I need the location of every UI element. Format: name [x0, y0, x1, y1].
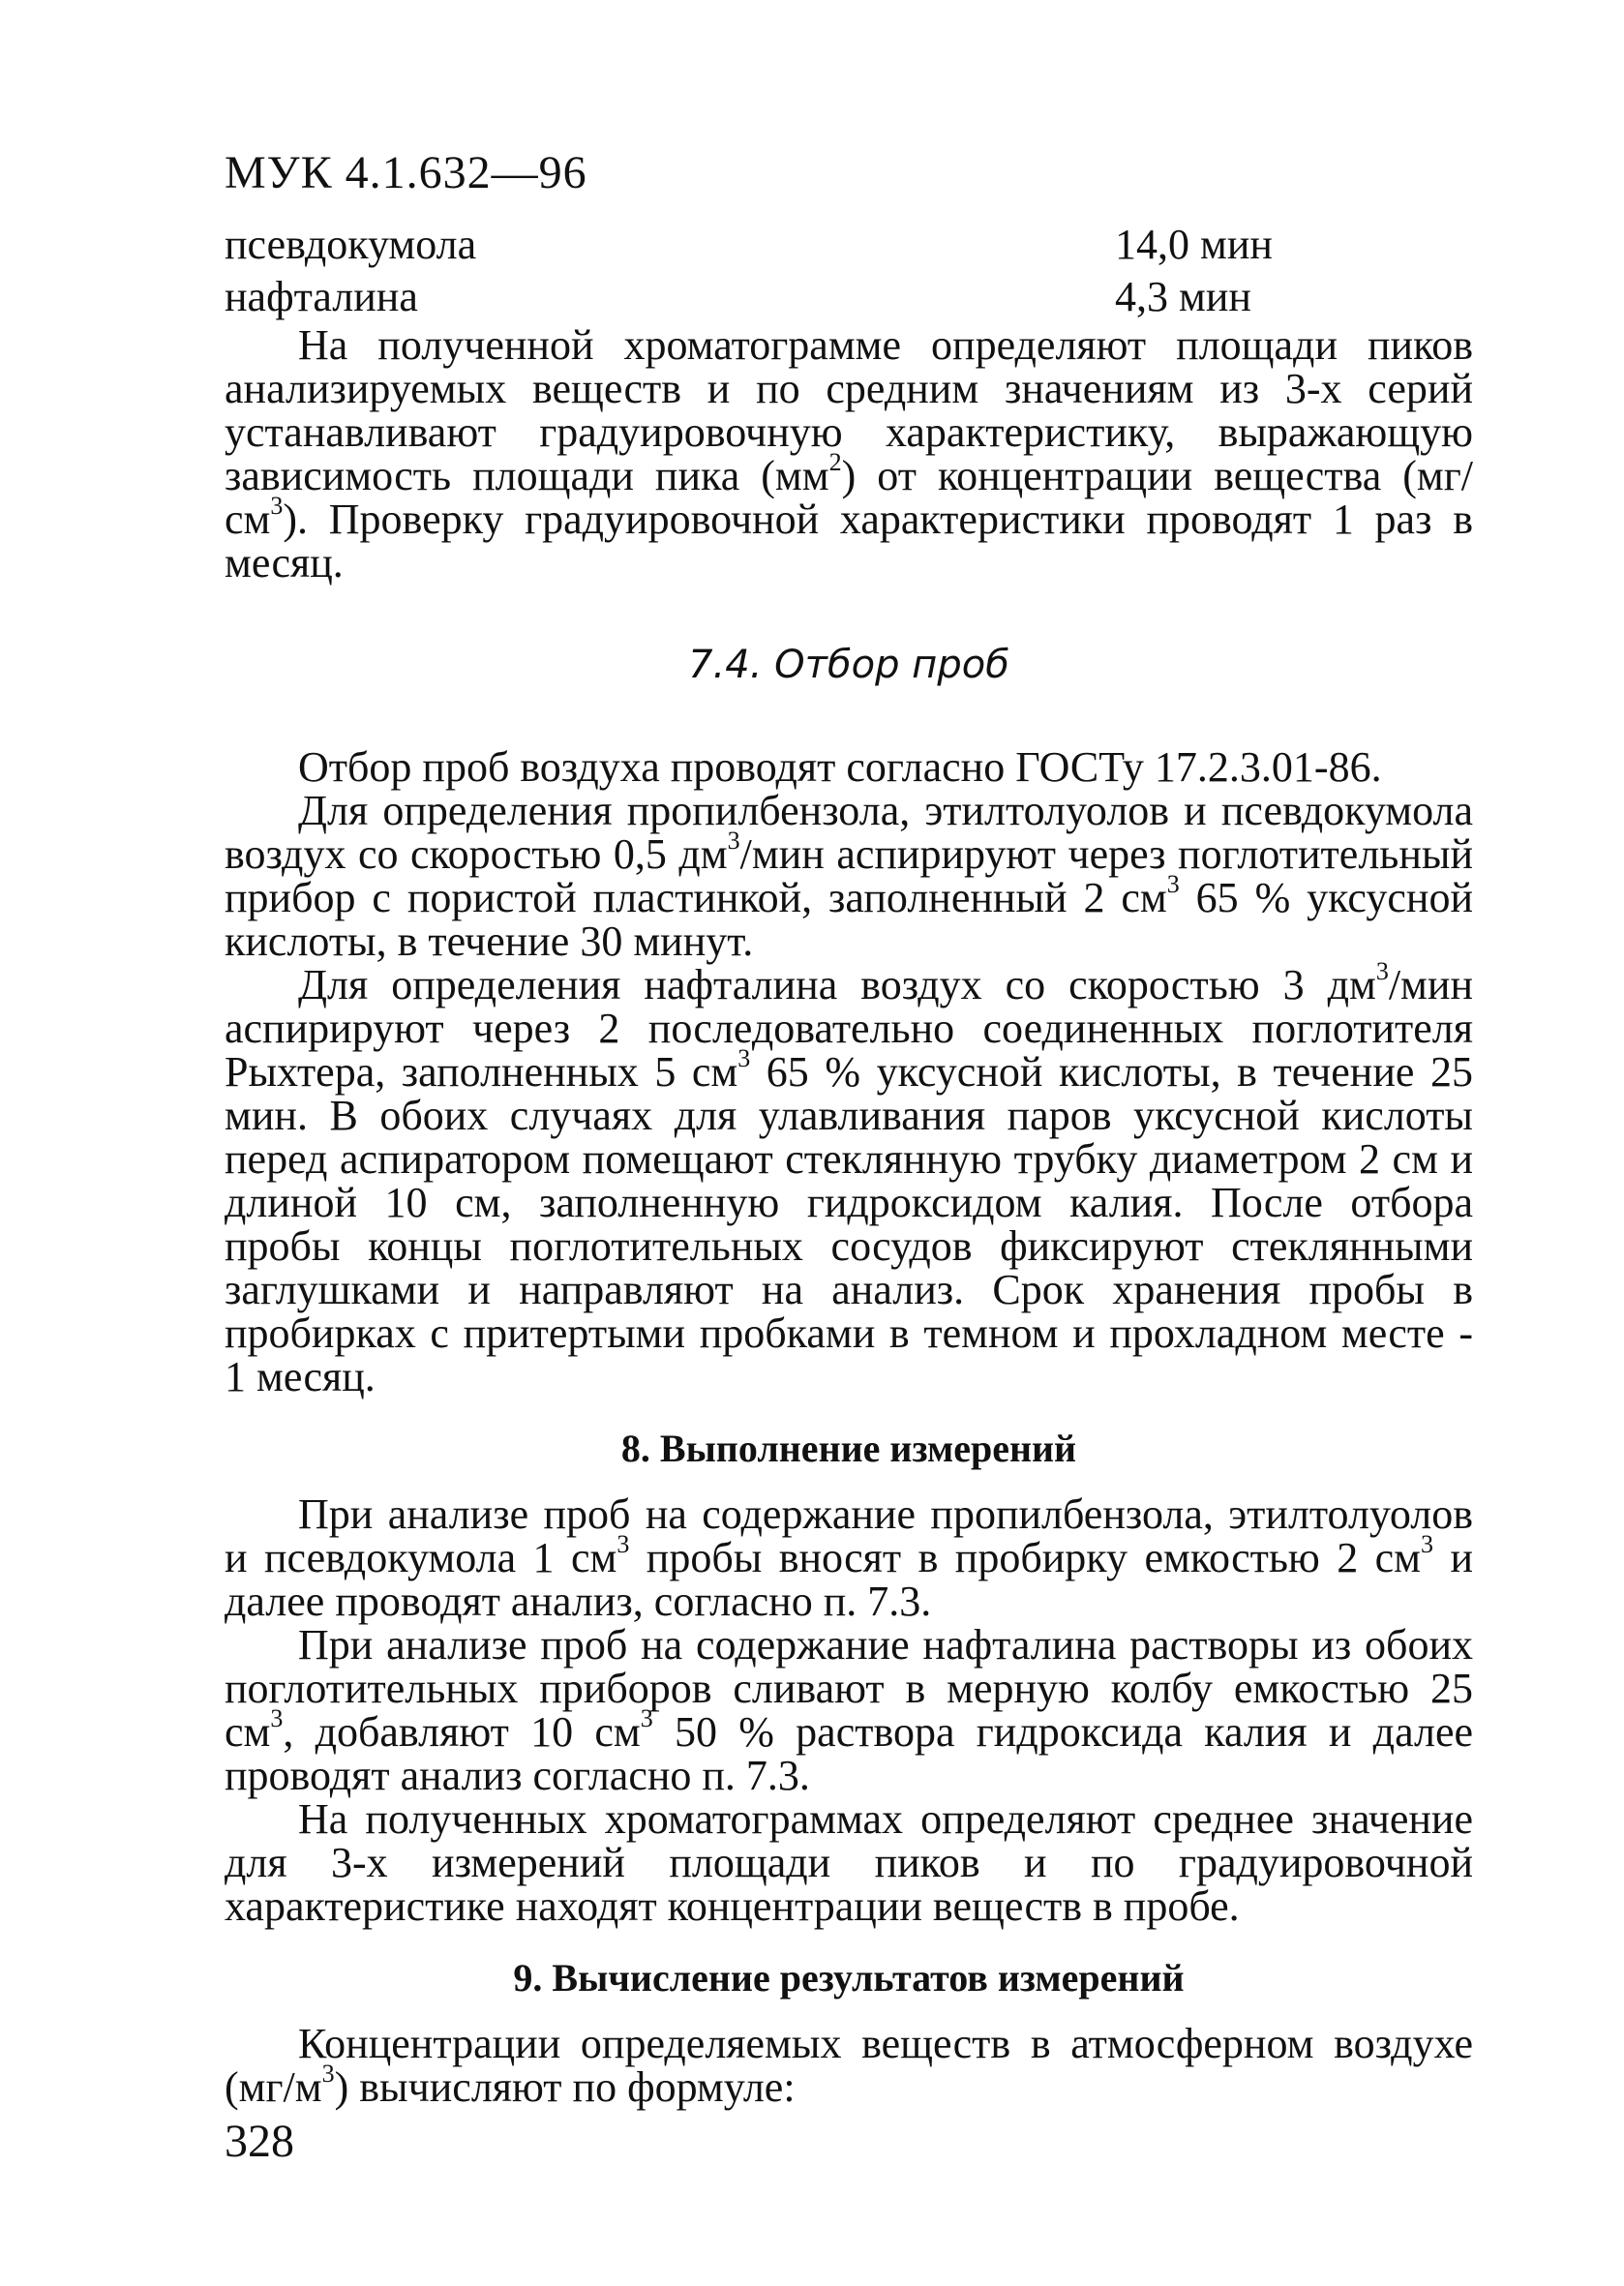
retention-time-row [225, 271, 1473, 323]
paragraph-sampling-standard: Отбор проб воздуха проводят согласно ГОСТу 17.2.3.01-86. [298, 743, 1382, 791]
substance-name: псевдокумола [225, 221, 477, 268]
subsection-title: 7.4. Отбор проб [688, 643, 1009, 687]
substance-name: нафталина [225, 273, 418, 320]
retention-time-row [225, 219, 1473, 271]
paragraph-sampling-propylbenzene: Для определения пропилбензола, этилтолуолов и псевдокумола воздух со скоростью 0,5 $дм^3$/мин аспирируют через поглотительный прибор с пористой пластинкой, заполненный 2 $см^3$ 65 % уксусной кислоты, в течение 30 минут. [225, 787, 1473, 965]
section-title: 8. Выполнение измерений [620, 1427, 1077, 1470]
section-title: 9. Вычисление результатов измерений [513, 1956, 1185, 2000]
paragraph-sampling-naphthalene: Для определения нафталина воздух со скоростью 3 $дм^3$/мин аспирируют через 2 последовательно соединенных поглотителя Рыхтера, заполненных 5 $см^3$ 65 % уксусной кислоты, в течение 25 мин. В обоих случаях для улавливания паров уксусной кислоты перед аспиратором помещают стеклянную трубку диаметром 2 см и длиной 10 см, заполненную гидроксидом калия. После отбора пробы концы поглотительных сосудов фиксируют стеклянными заглушками и направляют на анализ. Срок хранения пробы в пробирках с притертыми пробками в темном и прохладном месте - 1 месяц. [225, 957, 1473, 1400]
page-number: 328 [225, 2116, 294, 2167]
paragraph-calculation: Концентрации определяемых веществ в атмосферном воздухе $(мг/м^3)$ вычисляют по формуле: [225, 2020, 1473, 2111]
paragraph-measurement-3: На полученных хроматограммах определяют среднее значение для 3-х измерений площади пиков и по градуировочной характеристике находят концентрации веществ в пробе. [225, 1795, 1473, 1930]
paragraph-calibration: На полученной хроматограмме определяют площади пиков анализируемых веществ и по средним значениям из 3-х серий устанавливают градуировочную характеристику, выражающую зависимость площади пика $(мм^2)$ от концентрации вещества $(мг/см^3)$. Проверку градуировочной характеристики проводят 1 раз в месяц. [225, 321, 1474, 587]
retention-time-value: 4,3 мин [1115, 273, 1251, 320]
paragraph-measurement-1: При анализе проб на содержание пропилбензола, этилтолуолов и псевдокумола 1 $см^3$ пробы вносят в пробирку емкостью 2 $см^3$ и далее проводят анализ, согласно п. 7.3. [225, 1490, 1473, 1625]
retention-time-value: 14,0 мин [1115, 221, 1273, 268]
document-code-header: МУК 4.1.632—96 [225, 147, 587, 198]
document-page [225, 145, 1473, 2109]
paragraph-measurement-2: При анализе проб на содержание нафталина растворы из обоих поглотительных приборов сливают в мерную колбу емкостью 25 $см^3$, добавляют 10 $см^3$ 50 % раствора гидроксида калия и далее проводят анализ согласно п. 7.3. [225, 1621, 1473, 1799]
